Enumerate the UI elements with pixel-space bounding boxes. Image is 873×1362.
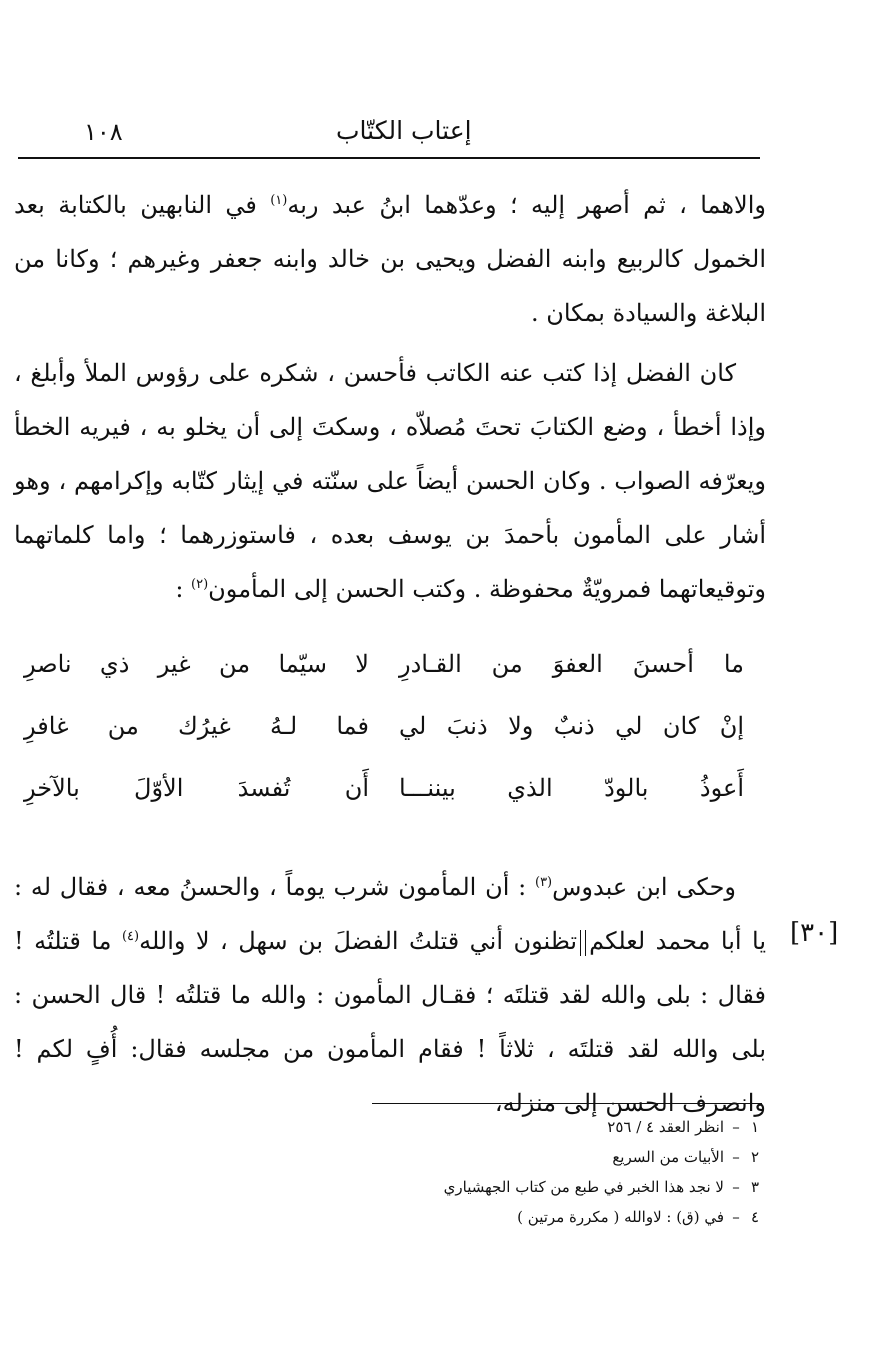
verse-1 <box>24 650 744 712</box>
footnote-2-number: ٢ <box>750 1148 760 1166</box>
verse-3-first-hemistich: أَعوذُ بالودّ الذي بيننـــا <box>399 774 744 802</box>
paragraph-1 <box>14 178 766 340</box>
paragraph-3 <box>14 860 766 1130</box>
verse-2-first-hemistich: إنْ كان لي ذنبٌ ولا ذنبَ لي <box>399 712 744 740</box>
footnote-ref-2: (٢) <box>191 577 209 592</box>
margin-folio-marker: [٣٠] <box>790 918 839 948</box>
footnote-4-number: ٤ <box>750 1208 760 1226</box>
verse-1-second-hemistich: لا سيّما من غير ذي ناصرِ <box>24 650 369 678</box>
running-title: إعتاب الكتّاب <box>336 116 472 145</box>
footnote-1-text: انظر العقد ٤ / ٢٥٦ <box>607 1118 724 1136</box>
footnote-ref-3: (٣) <box>534 875 553 890</box>
verse-3 <box>24 774 744 836</box>
poem <box>24 650 744 836</box>
footnote-3 <box>360 1172 762 1202</box>
footnote-rule <box>372 1103 762 1104</box>
manuscript-folio-mark <box>580 930 586 956</box>
footnote-2 <box>360 1142 762 1172</box>
paragraph-1-text-b: في النابهين بالكتابة بعد الخمول كالربيع وابنه الفضل ويحيى بن خالد وابنه جعفر وغيرهم ؛ وكانا من البلاغة والسيادة بمكان . <box>14 191 766 327</box>
footnote-1-number: ١ <box>750 1118 760 1136</box>
footnote-4 <box>360 1202 762 1232</box>
footnote-2-text: الأبيات من السريع <box>612 1148 724 1166</box>
paragraph-3-text-c: تظنون أني قتلتُ الفضلَ بن سهل ، لا والله <box>139 927 578 955</box>
header-rule <box>18 157 760 159</box>
paragraph-3-text-d: ما قتلتُه ! فقال : بلى والله لقد قتلتَه ؛ فقـال المأمون : والله ما قتلتُه ! قال الحسن : بلى والله لقد قتلتَه ، ثلاثاً ! فقام المأمون من مجلسه فقال: أُفٍ لكم ! وانصرف الحسن إلى منزله، <box>14 927 766 1117</box>
paragraph-3-text-a: وحكى ابن عبدوس <box>552 873 737 901</box>
verse-2-second-hemistich: فما لـهُ غيرُك من غافرِ <box>24 712 369 740</box>
verse-3-second-hemistich: أَن تُفسدَ الأوّلَ بالآخرِ <box>24 774 369 802</box>
paragraph-1-text-a: والاهما ، ثم أصهر إليه ؛ وعدّهما ابنُ عبد ربه <box>287 191 767 219</box>
footnote-1 <box>360 1112 762 1142</box>
verse-1-first-hemistich: ما أحسنَ العفوَ من القـادرِ <box>399 650 744 678</box>
footnote-4-dash: – <box>732 1208 740 1226</box>
footnote-ref-4: (٤) <box>121 929 140 944</box>
page-header <box>18 110 760 154</box>
footnote-ref-1: (١) <box>270 193 288 208</box>
verse-2 <box>24 712 744 774</box>
body-text <box>14 178 766 616</box>
paragraph-2 <box>14 346 766 616</box>
footnotes <box>360 1112 762 1232</box>
footnote-2-dash: – <box>732 1148 740 1166</box>
paragraph-3-text-b: : أن المأمون شرب يوماً ، والحسنُ معه ، فقال له : يا أبا محمد لعلكم <box>14 873 767 955</box>
body-text-2 <box>14 860 766 1130</box>
paragraph-2-text-b: : <box>175 575 192 603</box>
footnote-1-dash: – <box>732 1118 740 1136</box>
footnote-4-text: في (ق) : لاوالله ( مكررة مرتين ) <box>517 1208 724 1226</box>
paragraph-2-text-a: كان الفضل إذا كتب عنه الكاتب فأحسن ، شكره على رؤوس الملأ وأبلغ ، وإذا أخطأ ، وضع الكتابَ تحتَ مُصلاّه ، وسكتَ إلى أن يخلو به ، فيريه الخطأ ويعرّفه الصواب . وكان الحسن أيضاً على سنّته في إيثار كتّابه وإكرامهم ، وهو أشار على المأمون بأحمدَ بن يوسف بعده ، فاستوزرهما ؛ واما كلماتهما وتوقيعاتهما فمرويّةٌ محفوظة . وكتب الحسن إلى المأمون <box>14 359 766 603</box>
footnote-3-text: لا نجد هذا الخبر في طبع من كتاب الجهشياري <box>443 1178 724 1196</box>
page-number: ١٠٨ <box>84 118 123 146</box>
footnote-3-number: ٣ <box>750 1178 760 1196</box>
footnote-3-dash: – <box>732 1178 740 1196</box>
